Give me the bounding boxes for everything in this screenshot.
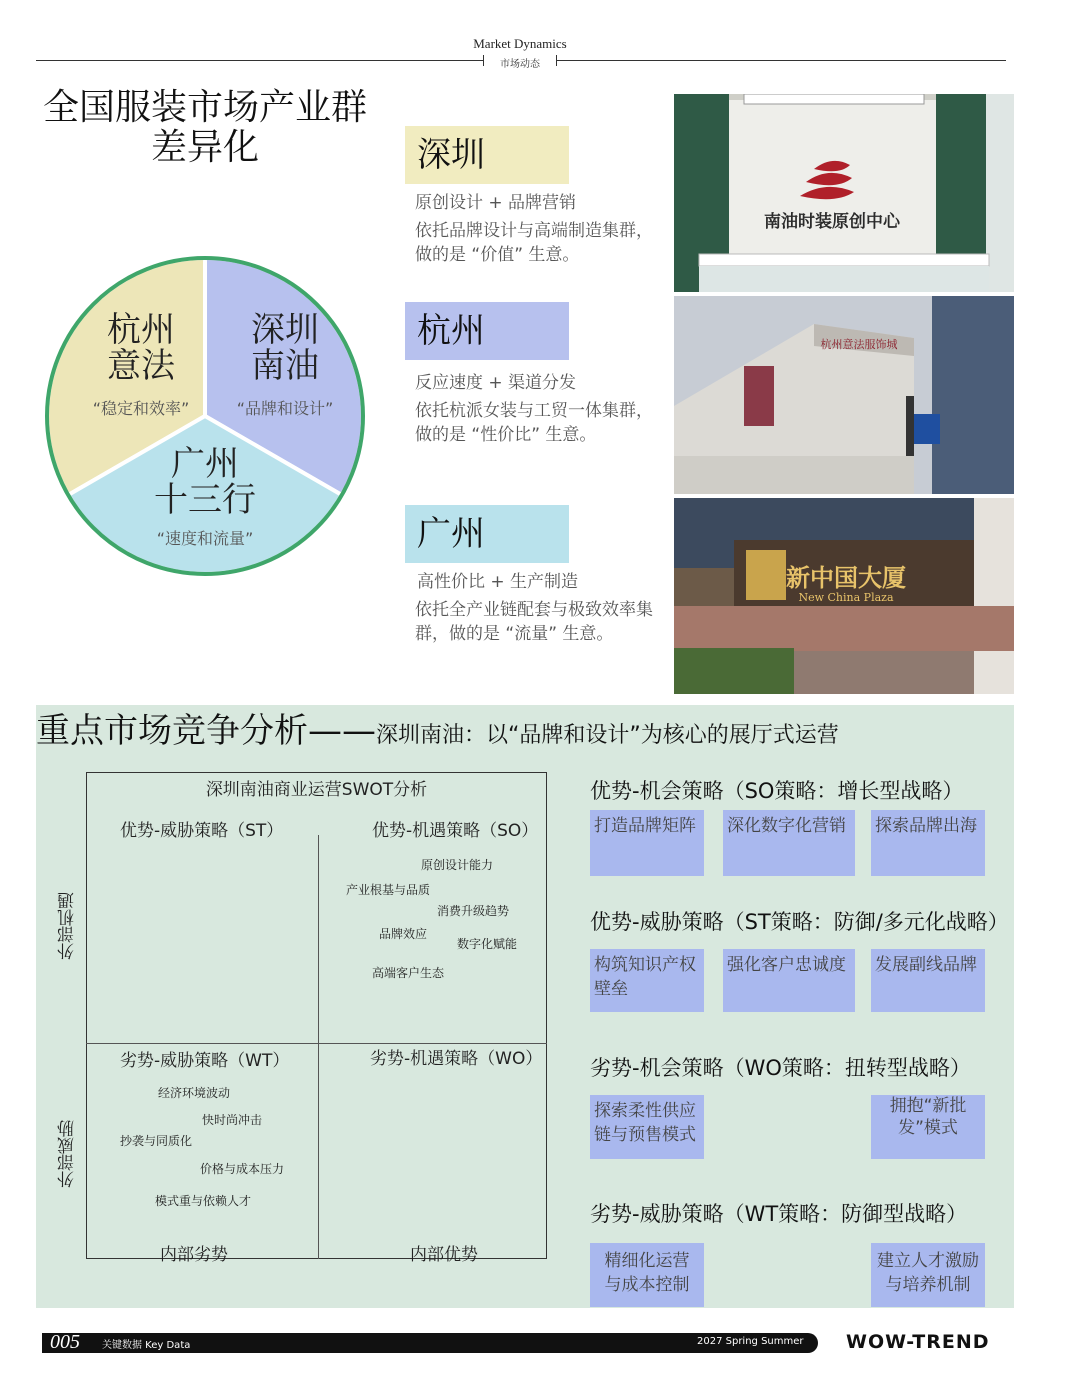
page-title-line2: 差异化	[150, 127, 259, 168]
pie-label-hangzhou	[66, 312, 216, 419]
city-positioning: 高性价比 + 生产制造	[417, 572, 579, 592]
strategy-title-wo: 劣势-机会策略（WO策略：扭转型战略）	[590, 1056, 971, 1080]
swot-item: 价格与成本压力	[200, 1162, 285, 1176]
strategy-chip: 构筑知识产权壁垒	[590, 949, 704, 1012]
strategy-chip: 探索品牌出海	[871, 810, 985, 876]
pie-city-line2: 意法	[107, 346, 175, 386]
pie-city-tagline: “速度和流量”	[156, 529, 254, 548]
city-description-line2: 做的是 “价值” 生意。	[415, 245, 580, 265]
photo-sign-text: 南油时装原创中心	[764, 212, 900, 232]
analysis-title	[36, 703, 839, 752]
pie-city-line1: 广州	[171, 444, 239, 484]
photo-sign-text-cn: 新中国大厦	[786, 563, 906, 592]
pie-city-line2: 十三行	[154, 480, 256, 520]
photo-yifa-fashion-mall	[674, 296, 1014, 494]
swot-quadrant-wo: 劣势-机遇策略（WO）	[370, 1049, 543, 1069]
swot-axis-internal-strength: 内部优势	[410, 1245, 478, 1265]
city-block-guangzhou	[405, 505, 675, 646]
city-description-line2: 群，做的是 “流量” 生意。	[415, 624, 614, 644]
strategy-title-so: 优势-机会策略（SO策略：增长型战略）	[590, 779, 964, 803]
swot-quadrant-wt: 劣势-威胁策略（WT）	[120, 1051, 290, 1071]
city-description-line1: 依托品牌设计与高端制造集群，	[415, 221, 653, 241]
strategy-chip: 探索柔性供应链与预售模式	[590, 1095, 704, 1159]
footer-section-label: 关键数据 Key Data	[102, 1340, 191, 1351]
cluster-pie	[40, 256, 370, 586]
page-number: 005	[50, 1331, 80, 1353]
section-title: Market Dynamics	[473, 36, 567, 51]
swot-axis-internal-weakness: 内部劣势	[160, 1245, 228, 1265]
photo-nanyou-graphic	[674, 94, 1014, 292]
strategy-chip: 打造品牌矩阵	[590, 810, 704, 876]
swot-quadrant-so: 优势-机遇策略（SO）	[372, 821, 539, 841]
pie-city-tagline: “稳定和效率”	[92, 399, 190, 418]
pie-city-line2: 南油	[251, 346, 319, 386]
page-title-line1: 全国服装市场产业群	[42, 87, 367, 128]
pie-label-shenzhen	[210, 312, 360, 419]
swot-item: 产业根基与品质	[346, 883, 431, 897]
city-block-hangzhou	[405, 302, 670, 447]
swot-axis-external-opportunity: 外部机遇	[58, 892, 78, 960]
swot-item: 抄袭与同质化	[120, 1134, 193, 1148]
swot-item: 消费升级趋势	[437, 904, 510, 918]
strategy-chip: 发展副线品牌	[871, 949, 985, 1012]
section-subtitle: 市场动态	[500, 59, 540, 70]
analysis-title-sub: 深圳南油：以“品牌和设计”为核心的展厅式运营	[376, 723, 839, 748]
swot-item: 数字化赋能	[457, 937, 518, 951]
footer-season: 2027 Spring Summer	[697, 1336, 804, 1347]
strategy-title-wt: 劣势-威胁策略（WT策略：防御型战略）	[590, 1202, 968, 1226]
pie-label-guangzhou	[130, 446, 280, 549]
page-title	[30, 88, 380, 168]
strategy-chip: 深化数字化营销	[723, 810, 855, 876]
pie-city-line1: 杭州	[107, 310, 175, 350]
swot-axis-external-threat: 外部威胁	[58, 1120, 78, 1188]
city-positioning: 反应速度 + 渠道分发	[415, 373, 577, 393]
swot-item: 高端客户生态	[372, 966, 445, 980]
photo-yifa-graphic	[674, 296, 1014, 494]
swot-item: 品牌效应	[379, 927, 428, 941]
swot-item: 模式重与依赖人才	[155, 1194, 252, 1208]
header-divider-right	[556, 60, 1006, 61]
city-name-tag: 杭州	[405, 302, 569, 360]
swot-vertical-divider	[318, 835, 319, 1259]
photo-plaza-graphic	[674, 498, 1014, 694]
strategy-chip: 精细化运营与成本控制	[590, 1243, 704, 1307]
city-description-line2: 做的是 “性价比” 生意。	[415, 425, 597, 445]
swot-quadrant-st: 优势-威胁策略（ST）	[120, 821, 284, 841]
pie-city-tagline: “品牌和设计”	[236, 399, 334, 418]
strategy-title-st: 优势-威胁策略（ST策略：防御/多元化战略）	[590, 910, 1009, 934]
strategy-chip: 建立人才激励与培养机制	[871, 1243, 985, 1307]
analysis-title-main: 重点市场竞争分析——	[36, 711, 376, 751]
strategy-chip: 拥抱“新批发”模式	[871, 1095, 985, 1159]
city-name-tag: 深圳	[405, 126, 569, 184]
city-description-line1: 依托杭派女装与工贸一体集群，	[415, 401, 653, 421]
strategy-chip: 强化客户忠诚度	[723, 949, 855, 1012]
swot-matrix	[86, 772, 547, 1259]
brand-logo: WOW-TREND	[846, 1331, 990, 1353]
swot-caption: 深圳南油商业运营SWOT分析	[205, 780, 428, 800]
swot-item: 快时尚冲击	[202, 1113, 263, 1127]
photo-nanyou-fashion-center	[674, 94, 1014, 292]
swot-item: 原创设计能力	[421, 858, 494, 872]
swot-item: 经济环境波动	[158, 1086, 231, 1100]
photo-new-china-plaza	[674, 498, 1014, 694]
city-positioning: 原创设计 + 品牌营销	[415, 193, 577, 213]
pie-city-line1: 深圳	[251, 310, 319, 350]
city-block-shenzhen	[405, 126, 670, 267]
city-description-line1: 依托全产业链配套与极致效率集	[415, 600, 653, 620]
city-name-tag: 广州	[405, 505, 569, 563]
photo-sign-text: 杭州意法服饰城	[820, 338, 898, 351]
photo-sign-text-en: New China Plaza	[798, 591, 894, 604]
